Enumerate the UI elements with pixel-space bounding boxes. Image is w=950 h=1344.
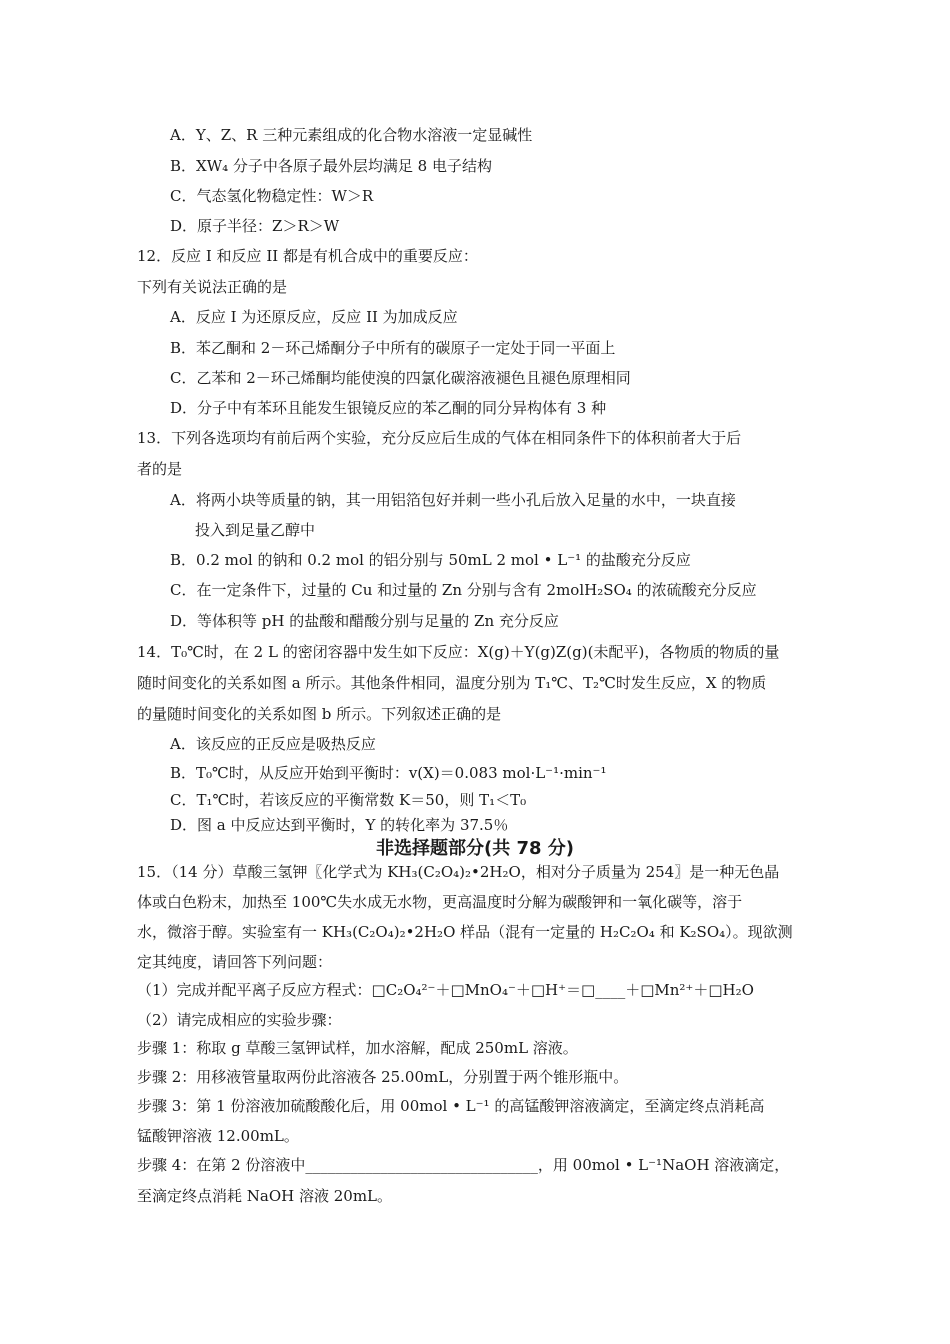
text-line: C．在一定条件下，过量的 Cu 和过量的 Zn 分别与含有 2molH₂SO₄ 的浓硫酸充分反应: [170, 581, 757, 599]
text-line: B．苯乙酮和 2－环己烯酮分子中所有的碳原子一定处于同一平面上: [170, 339, 616, 357]
text-line: 步骤 2：用移液管量取两份此溶液各 25.00mL，分别置于两个锥形瓶中。: [137, 1068, 629, 1086]
text-line: 至滴定终点消耗 NaOH 溶液 20mL。: [137, 1187, 393, 1205]
text-line: A．将两小块等质量的钠，其一用铝箔包好并刺一些小孔后放入足量的水中，一块直接: [170, 491, 736, 509]
text-line: 者的是: [137, 460, 183, 478]
text-line: A．反应 I 为还原反应，反应 II 为加成反应: [170, 308, 458, 326]
text-line: 体或白色粉末，加热至 100℃失水成无水物，更高温度时分解为碳酸钾和一氧化碳等，溶于: [137, 893, 743, 911]
text-line: C．T₁℃时，若该反应的平衡常数 K＝50，则 T₁＜T₀: [170, 791, 527, 809]
text-line: 投入到足量乙醇中: [195, 521, 316, 539]
text-line: 下列有关说法正确的是: [137, 278, 288, 296]
text-line: 的量随时间变化的关系如图 b 所示。下列叙述正确的是: [137, 705, 502, 723]
text-line: 定其纯度，请回答下列问题：: [137, 953, 333, 971]
text-line: B．0.2 mol 的钠和 0.2 mol 的铝分别与 50mL 2 mol • L⁻¹ 的盐酸充分反应: [170, 551, 691, 569]
text-line: 14．T₀℃时，在 2 L 的密闭容器中发生如下反应：X(g)＋Y(g)Z(g)(未配平)，各物质的物质的量: [137, 643, 780, 661]
text-line: 步骤 1：称取 g 草酸三氢钾试样，加水溶解，配成 250mL 溶液。: [137, 1039, 578, 1057]
text-line: （1）完成并配平离子反应方程式：□C₂O₄²⁻＋□MnO₄⁻＋□H⁺＝□____＋□Mn²⁺＋□H₂O: [137, 981, 754, 999]
text-line: 随时间变化的关系如图 a 所示。其他条件相同，温度分别为 T₁℃、T₂℃时发生反应，X 的物质: [137, 674, 767, 692]
text-line: （2）请完成相应的实验步骤：: [137, 1011, 342, 1029]
text-line: D．原子半径：Z＞R＞W: [170, 217, 340, 235]
text-line: D．分子中有苯环且能发生银镜反应的苯乙酮的同分异构体有 3 种: [170, 399, 607, 417]
text-line: 步骤 4：在第 2 份溶液中_______________________________，用 00mol • L⁻¹NaOH 溶液滴定，: [137, 1156, 790, 1174]
text-line: 15．（14 分）草酸三氢钾〖化学式为 KH₃(C₂O₄)₂•2H₂O，相对分子质量为 254〗是一种无色晶: [137, 863, 780, 881]
text-line: 12．反应 I 和反应 II 都是有机合成中的重要反应：: [137, 247, 478, 265]
text-line: 步骤 3：第 1 份溶液加硫酸酸化后，用 00mol • L⁻¹ 的高锰酸钾溶液滴定，至滴定终点消耗高: [137, 1097, 765, 1115]
text-line: D．图 a 中反应达到平衡时，Y 的转化率为 37.5％: [170, 816, 509, 834]
text-line: B．XW₄ 分子中各原子最外层均满足 8 电子结构: [170, 157, 492, 175]
text-line: A．Y、Z、R 三种元素组成的化合物水溶液一定显碱性: [170, 126, 533, 144]
text-line: C．乙苯和 2－环己烯酮均能使溴的四氯化碳溶液褪色且褪色原理相同: [170, 369, 631, 387]
text-line: 锰酸钾溶液 12.00mL。: [137, 1127, 299, 1145]
text-line: C．气态氢化物稳定性：W＞R: [170, 187, 374, 205]
text-line: 13．下列各选项均有前后两个实验，充分反应后生成的气体在相同条件下的体积前者大于后: [137, 429, 742, 447]
text-line: A．该反应的正反应是吸热反应: [170, 735, 376, 753]
text-line: 水，微溶于醇。实验室有一 KH₃(C₂O₄)₂•2H₂O 样品（混有一定量的 H₂C₂O₄ 和 K₂SO₄）。现欲测: [137, 923, 793, 941]
text-line: D．等体积等 pH 的盐酸和醋酸分别与足量的 Zn 充分反应: [170, 612, 559, 630]
section-heading: 非选择题部分(共 78 分): [375, 838, 575, 859]
text-line: B．T₀℃时，从反应开始到平衡时：v(X)＝0.083 mol·L⁻¹·min⁻¹: [170, 764, 607, 782]
